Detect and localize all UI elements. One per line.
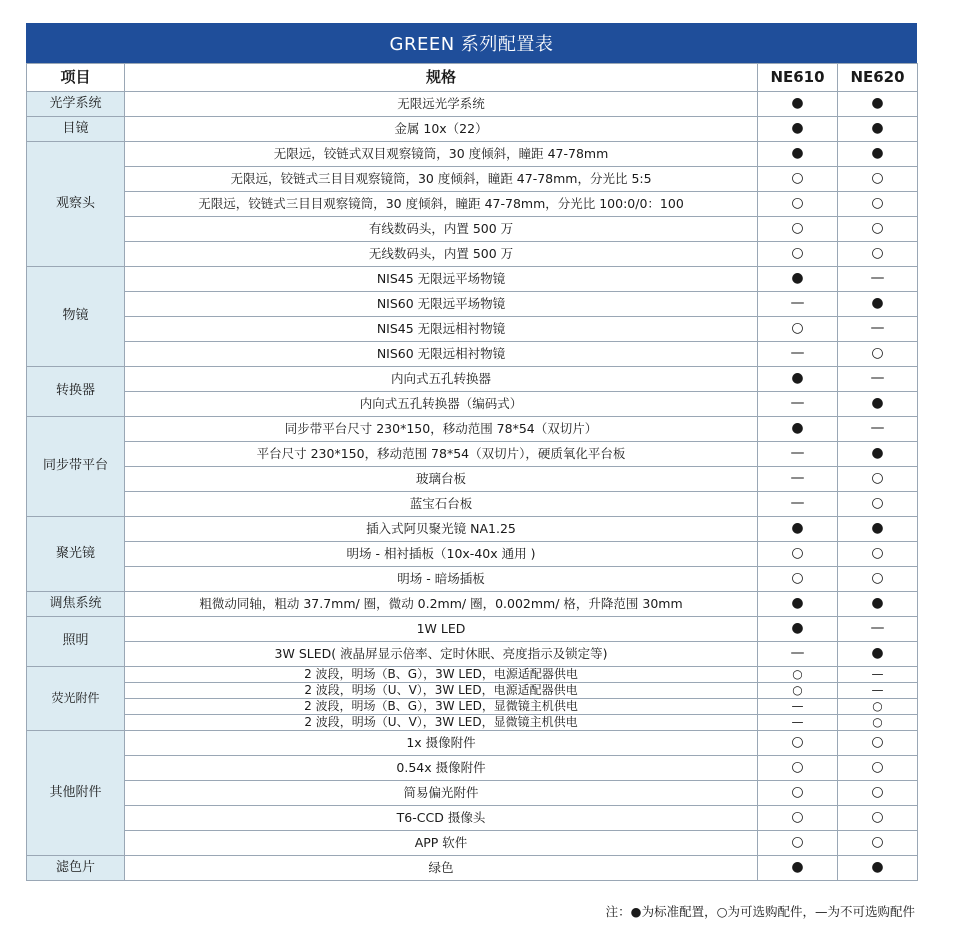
ne610-availability: ○ [758, 217, 838, 242]
ne620-availability: — [838, 417, 918, 442]
ne610-availability: ○ [758, 542, 838, 567]
category-cell: 物镜 [27, 267, 125, 367]
ne610-availability: — [758, 699, 838, 715]
ne620-availability: ○ [838, 715, 918, 731]
ne610-availability: ● [758, 92, 838, 117]
ne620-availability: ○ [838, 192, 918, 217]
ne610-availability: ○ [758, 167, 838, 192]
ne620-availability: ○ [838, 492, 918, 517]
spec-cell: 0.54x 摄像附件 [125, 756, 758, 781]
table-row [27, 342, 918, 367]
config-table [26, 63, 918, 881]
table-row [27, 806, 918, 831]
table-row [27, 92, 918, 117]
category-cell: 光学系统 [27, 92, 125, 117]
spec-cell: 2 波段，明场（B、G），3W LED，电源适配器供电 [125, 667, 758, 683]
table-row [27, 667, 918, 683]
spec-cell: 蓝宝石台板 [125, 492, 758, 517]
table-row [27, 242, 918, 267]
spec-cell: 2 波段，明场（U、V），3W LED，电源适配器供电 [125, 683, 758, 699]
table-row [27, 292, 918, 317]
ne610-availability: ○ [758, 192, 838, 217]
table-row [27, 117, 918, 142]
header-ne610: NE610 [758, 64, 838, 92]
ne610-availability: ● [758, 267, 838, 292]
ne620-availability: ○ [838, 831, 918, 856]
ne620-availability: ○ [838, 342, 918, 367]
ne620-availability: ○ [838, 731, 918, 756]
ne610-availability: ○ [758, 806, 838, 831]
spec-cell: 内向式五孔转换器 [125, 367, 758, 392]
ne620-availability: — [838, 317, 918, 342]
ne620-availability: ● [838, 92, 918, 117]
spec-cell: APP 软件 [125, 831, 758, 856]
spec-cell: 3W SLED( 液晶屏显示倍率、定时休眠、亮度指示及锁定等) [125, 642, 758, 667]
table-row [27, 367, 918, 392]
table-row [27, 267, 918, 292]
table-row [27, 492, 918, 517]
table-row [27, 856, 918, 881]
spec-cell: 金属 10x（22） [125, 117, 758, 142]
ne620-availability: — [838, 683, 918, 699]
ne620-availability: ○ [838, 756, 918, 781]
category-cell: 滤色片 [27, 856, 125, 881]
table-row [27, 699, 918, 715]
category-cell: 观察头 [27, 142, 125, 267]
table-row [27, 167, 918, 192]
ne620-availability: ● [838, 592, 918, 617]
table-row [27, 317, 918, 342]
ne610-availability: ○ [758, 317, 838, 342]
spec-cell: NIS60 无限远相衬物镜 [125, 342, 758, 367]
header-spec: 规格 [125, 64, 758, 92]
ne620-availability: — [838, 667, 918, 683]
ne620-availability: ○ [838, 242, 918, 267]
ne620-availability: — [838, 617, 918, 642]
ne610-availability: ○ [758, 831, 838, 856]
ne610-availability: ● [758, 117, 838, 142]
table-row [27, 442, 918, 467]
ne620-availability: ○ [838, 542, 918, 567]
category-cell: 照明 [27, 617, 125, 667]
ne610-availability: ● [758, 417, 838, 442]
ne610-availability: ● [758, 142, 838, 167]
ne620-availability: ● [838, 856, 918, 881]
header-item: 项目 [27, 64, 125, 92]
category-cell: 聚光镜 [27, 517, 125, 592]
table-row [27, 683, 918, 699]
table-row [27, 542, 918, 567]
table-row [27, 781, 918, 806]
table-row [27, 592, 918, 617]
ne620-availability: ● [838, 642, 918, 667]
ne620-availability: ○ [838, 167, 918, 192]
ne610-availability: ○ [758, 667, 838, 683]
ne610-availability: — [758, 492, 838, 517]
ne610-availability: ● [758, 367, 838, 392]
category-cell: 转换器 [27, 367, 125, 417]
spec-cell: 同步带平台尺寸 230*150，移动范围 78*54（双切片） [125, 417, 758, 442]
ne620-availability: ● [838, 117, 918, 142]
table-row [27, 217, 918, 242]
table-row [27, 715, 918, 731]
spec-cell: 绿色 [125, 856, 758, 881]
legend-note: 注：●为标准配置，○为可选购配件，—为不可选购配件 [605, 904, 915, 919]
table-row [27, 392, 918, 417]
ne620-availability: — [838, 367, 918, 392]
spec-cell: 有线数码头，内置 500 万 [125, 217, 758, 242]
table-row [27, 831, 918, 856]
spec-cell: 内向式五孔转换器（编码式） [125, 392, 758, 417]
spec-cell: 粗微动同轴，粗动 37.7mm/ 圈，微动 0.2mm/ 圈，0.002mm/ 格，升降范围 30mm [125, 592, 758, 617]
spec-cell: 无限远，铰链式三目目观察镜筒，30 度倾斜，瞳距 47-78mm，分光比 5:5 [125, 167, 758, 192]
ne610-availability: ○ [758, 567, 838, 592]
table-row [27, 756, 918, 781]
ne620-availability: ○ [838, 699, 918, 715]
ne610-availability: ● [758, 592, 838, 617]
spec-cell: 1W LED [125, 617, 758, 642]
ne620-availability: ● [838, 292, 918, 317]
ne620-availability: ● [838, 442, 918, 467]
ne620-availability: ● [838, 392, 918, 417]
spec-cell: 无限远，铰链式双目观察镜筒，30 度倾斜，瞳距 47-78mm [125, 142, 758, 167]
table-row [27, 731, 918, 756]
ne620-availability: ○ [838, 217, 918, 242]
table-row [27, 617, 918, 642]
header-ne620: NE620 [838, 64, 918, 92]
ne620-availability: ○ [838, 781, 918, 806]
spec-cell: NIS45 无限远相衬物镜 [125, 317, 758, 342]
spec-cell: 无限远，铰链式三目目观察镜筒，30 度倾斜，瞳距 47-78mm，分光比 100:0/0：100 [125, 192, 758, 217]
spec-cell: 明场 - 相衬插板（10x-40x 通用 ) [125, 542, 758, 567]
ne610-availability: ○ [758, 731, 838, 756]
table-row [27, 517, 918, 542]
spec-cell: 1x 摄像附件 [125, 731, 758, 756]
table-body [27, 92, 918, 881]
table-row [27, 192, 918, 217]
spec-cell: 玻璃台板 [125, 467, 758, 492]
ne620-availability: ○ [838, 467, 918, 492]
spec-cell: 无限远光学系统 [125, 92, 758, 117]
ne610-availability: — [758, 467, 838, 492]
category-cell: 目镜 [27, 117, 125, 142]
ne620-availability: ○ [838, 806, 918, 831]
table-row [27, 417, 918, 442]
spec-cell: T6-CCD 摄像头 [125, 806, 758, 831]
ne610-availability: ● [758, 856, 838, 881]
table-row [27, 467, 918, 492]
spec-cell: 平台尺寸 230*150，移动范围 78*54（双切片），硬质氧化平台板 [125, 442, 758, 467]
ne610-availability: ○ [758, 242, 838, 267]
ne620-availability: — [838, 267, 918, 292]
ne610-availability: — [758, 392, 838, 417]
ne610-availability: ○ [758, 781, 838, 806]
table-title: GREEN 系列配置表 [26, 23, 917, 63]
spec-cell: 简易偏光附件 [125, 781, 758, 806]
spec-cell: NIS45 无限远平场物镜 [125, 267, 758, 292]
table-row [27, 142, 918, 167]
ne610-availability: ○ [758, 683, 838, 699]
spec-cell: 明场 - 暗场插板 [125, 567, 758, 592]
spec-cell: 2 波段，明场（U、V），3W LED，显微镜主机供电 [125, 715, 758, 731]
ne610-availability: — [758, 715, 838, 731]
spec-cell: NIS60 无限远平场物镜 [125, 292, 758, 317]
ne610-availability: — [758, 292, 838, 317]
config-table-container [26, 23, 917, 881]
ne620-availability: ● [838, 142, 918, 167]
spec-cell: 无线数码头，内置 500 万 [125, 242, 758, 267]
ne610-availability: — [758, 342, 838, 367]
ne610-availability: — [758, 642, 838, 667]
spec-cell: 插入式阿贝聚光镜 NA1.25 [125, 517, 758, 542]
category-cell: 荧光附件 [27, 667, 125, 731]
spec-cell: 2 波段，明场（B、G），3W LED，显微镜主机供电 [125, 699, 758, 715]
ne610-availability: ● [758, 517, 838, 542]
category-cell: 同步带平台 [27, 417, 125, 517]
table-row [27, 642, 918, 667]
category-cell: 调焦系统 [27, 592, 125, 617]
ne610-availability: ● [758, 617, 838, 642]
ne620-availability: ○ [838, 567, 918, 592]
table-row [27, 567, 918, 592]
ne620-availability: ● [838, 517, 918, 542]
ne610-availability: — [758, 442, 838, 467]
category-cell: 其他附件 [27, 731, 125, 856]
ne610-availability: ○ [758, 756, 838, 781]
